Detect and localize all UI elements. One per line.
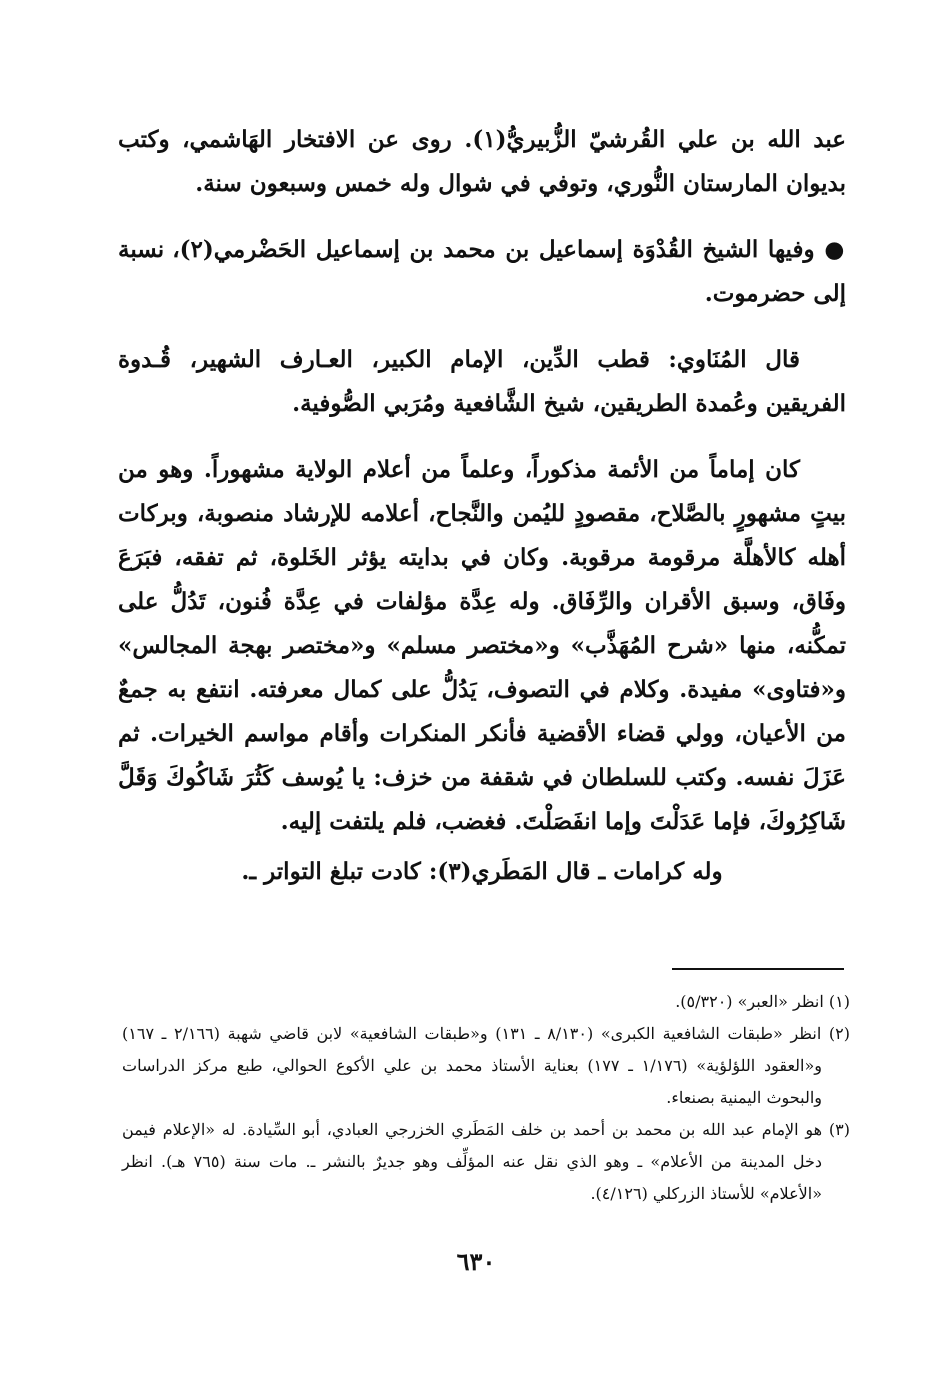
paragraph-biography: كان إماماً من الأئمة مذكوراً، وعلماً من أعلام الولاية مشهوراً. وهو من بيتٍ مشهورٍ بالصَّلاح، مقصودٍ لليُمن والنَّجاح، أعلامه للإرشاد منصوبة، وبركات أهله كالأهلَّة مرقومة مرقوبة. وكان في بدايته يؤثر الخَلوة، ثم تفقه، فبَرَعَ وفَاق، وسبق الأقران والرِّفَاق. وله عِدَّة مؤلفات في عِدَّة فُنون، تَدُلُّ على تمكُّنه، منها «شرح المُهَذَّب» و«مختصر مسلم» و«مختصر بهجة المجالس» و«فتاوى» مفيدة. وكلام في التصوف، يَدُلُّ على كمال معرفته. انتفع به جمعٌ من الأعيان، وولي قضاء الأقضية فأنكر المنكرات وأقام مواسم الخيرات. ثم عَزَلَ نفسه. وكتب للسلطان في شقفة من خزف: يا يُوسف كَثُرَ شَاكُوكَ وَقَلَّ شَاكِرُوكَ، فإما عَدَلْتَ وإما انفَصَلْتَ. فغضب، فلم يلتفت إليه. [118,456,846,835]
paragraph-entry-hadrami: ● وفيها الشيخ القُدْوَة إسماعيل بن محمد بن إسماعيل الحَضْرمي(٢)، نسبة إلى حضرموت. [118,236,846,307]
footnote-1: (١) انظر «العبر» (٥/٣٢٠). [675,992,850,1011]
page-number: ٦٣٠ [456,1247,496,1276]
footnote-3: (٣) هو الإمام عبد الله بن محمد بن أحمد بن خلف المَطَري الخزرجي العبادي، أبو السِّيادة. له «الإعلام فيمن دخل المدينة من الأعلام» ـ وهو الذي نقل عنه المؤلِّف وهو جديرٌ بالنشر ـ. مات سنة (٧٦٥ هـ). انظر «الأعلام» للأستاذ الزركلي (٤/١٢٦). [122,1120,850,1203]
footnotes [122,986,850,1210]
paragraph-munawi-quote: قال المُنَاوي: قطب الدِّين، الإمام الكبير، العـارف الشهير، قُـدوة الفريقين وعُمدة الطريقين، شيخ الشَّافعية ومُرَبي الصُّوفية. [118,346,846,417]
main-text [118,118,846,894]
footnote-separator [672,968,844,970]
paragraph-continuation: عبد الله بن علي القُرشيّ الزُّبيريُّ(١). روى عن الافتخار الهَاشمي، وكتب بديوان المارستان النُّوري، وتوفي في شوال وله خمس وسبعون سنة. [118,126,846,197]
footnote-2: (٢) انظر «طبقات الشافعية الكبرى» (٨/١٣٠ ـ ١٣١) و«طبقات الشافعية» لابن قاضي شهبة (٢/١٦٦ ـ ١٦٧) و«العقود اللؤلؤية» (١/١٧٦ ـ ١٧٧) بعناية الأستاذ محمد بن علي الأكوع الحوالي، طبع مركز الدراسات والبحوث اليمنية بصنعاء. [122,1024,851,1107]
paragraph-karamat: وله كرامات ـ قال المَطَري(٣): كادت تبلغ التواتر ـ. [241,858,723,885]
